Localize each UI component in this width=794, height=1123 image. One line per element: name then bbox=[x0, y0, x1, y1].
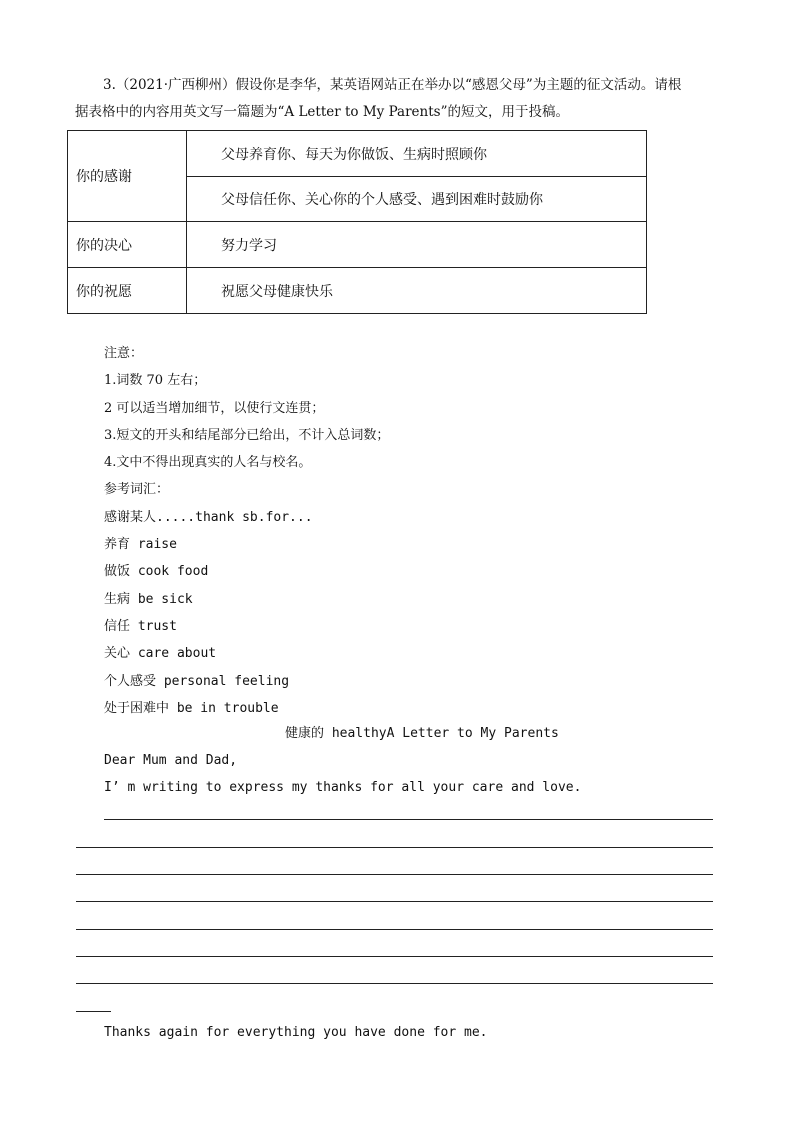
writing-line[interactable] bbox=[76, 1011, 111, 1012]
writing-line[interactable] bbox=[76, 929, 713, 930]
resolution-item: 努力学习 bbox=[187, 222, 647, 268]
notes-title: 注意： bbox=[104, 346, 144, 361]
writing-line[interactable] bbox=[76, 983, 713, 984]
vocab-title: 参考词汇： bbox=[104, 482, 170, 498]
vocab-item: 信任 trust bbox=[104, 618, 177, 634]
vocab-item: 养育 raise bbox=[104, 537, 177, 553]
vocab-item: 感谢某人.....thank sb.for... bbox=[104, 509, 313, 525]
table-row bbox=[68, 131, 647, 177]
thanks-item-2: 父母信任你、关心你的个人感受、遇到困难时鼓励你 bbox=[187, 177, 647, 222]
letter-closing: Thanks again for everything you have done for me. bbox=[104, 1025, 488, 1040]
writing-line[interactable] bbox=[76, 956, 713, 957]
thanks-item-1: 父母养育你、每天为你做饭、生病时照顾你 bbox=[187, 131, 647, 177]
letter-salutation: Dear Mum and Dad, bbox=[104, 753, 238, 768]
vocab-item: 个人感受 personal feeling bbox=[104, 673, 290, 689]
prompt-line-1: 3.（2021·广西柳州）假设你是李华，某英语网站正在举办以“感恩父母”为主题的征文活动。请根 bbox=[103, 77, 682, 93]
row-head-thanks: 你的感谢 bbox=[68, 131, 187, 222]
vocab-item: 处于困难中 be in trouble bbox=[104, 700, 279, 716]
vocab-item: 生病 be sick bbox=[104, 591, 193, 607]
writing-line[interactable] bbox=[76, 847, 713, 848]
table-row bbox=[68, 268, 647, 314]
note-item: 1.词数 70 左右； bbox=[104, 373, 207, 389]
vocab-item: 做饭 cook food bbox=[104, 564, 209, 580]
row-head-wishes: 你的祝愿 bbox=[68, 268, 187, 314]
notes-section bbox=[104, 340, 389, 722]
writing-line[interactable] bbox=[104, 819, 713, 820]
note-item: 3.短文的开头和结尾部分已给出，不计入总词数； bbox=[104, 427, 390, 443]
letter-title-line: 健康的 healthyA Letter to My Parents bbox=[285, 726, 559, 741]
prompt-line-2: 据表格中的内容用英文写一篇题为“A Letter to My Parents”的短文，用于投稿。 bbox=[75, 104, 569, 120]
table-row bbox=[68, 222, 647, 268]
vocab-item: 关心 care about bbox=[104, 646, 217, 662]
letter-opening: I’ m writing to express my thanks for all your care and love. bbox=[104, 780, 582, 795]
writing-line[interactable] bbox=[76, 901, 713, 902]
question-prompt bbox=[75, 72, 725, 126]
wishes-item: 祝愿父母健康快乐 bbox=[187, 268, 647, 314]
note-item: 4.文中不得出现真实的人名与校名。 bbox=[104, 455, 312, 471]
writing-line[interactable] bbox=[76, 874, 713, 875]
content-table bbox=[67, 130, 647, 314]
note-item: 2 可以适当增加细节，以使行文连贯； bbox=[104, 400, 325, 416]
row-head-resolution: 你的决心 bbox=[68, 222, 187, 268]
